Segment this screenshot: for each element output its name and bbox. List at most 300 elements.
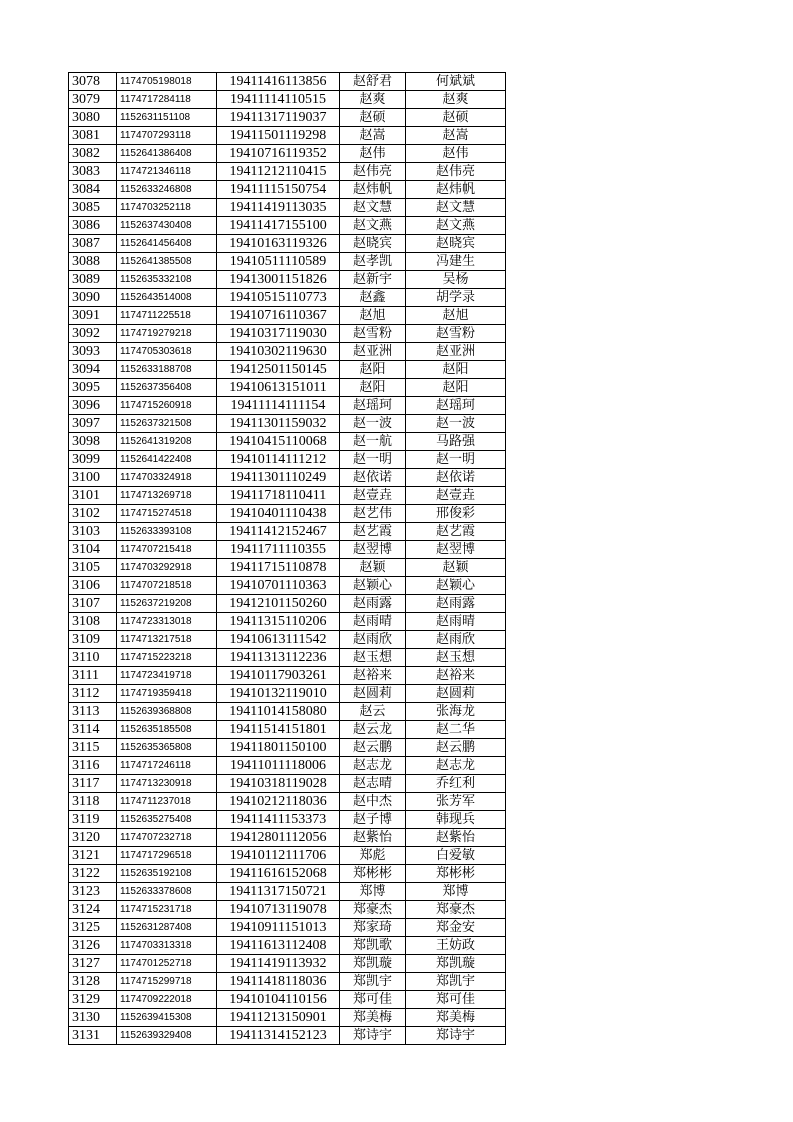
second-name-cell: 赵文慧 [406,199,506,217]
row-number-cell: 3093 [69,343,117,361]
second-name-cell: 赵雨露 [406,595,506,613]
name-cell: 郑彬彬 [340,865,406,883]
code-a-cell: 1174709222018 [117,991,217,1009]
name-cell: 赵艺霞 [340,523,406,541]
code-b-cell: 19410318119028 [217,775,340,793]
name-cell: 赵雨晴 [340,613,406,631]
table-row [69,1027,506,1045]
code-a-cell: 1152633393108 [117,523,217,541]
code-a-cell: 1174723419718 [117,667,217,685]
table-row [69,343,506,361]
row-number-cell: 3115 [69,739,117,757]
name-cell: 赵孝凯 [340,253,406,271]
code-b-cell: 19411317119037 [217,109,340,127]
code-b-cell: 19410713119078 [217,901,340,919]
table-row [69,199,506,217]
code-a-cell: 1174717246118 [117,757,217,775]
second-name-cell: 赵雪粉 [406,325,506,343]
second-name-cell: 赵晓宾 [406,235,506,253]
row-number-cell: 3116 [69,757,117,775]
second-name-cell: 赵颖心 [406,577,506,595]
name-cell: 赵圆莉 [340,685,406,703]
table-row [69,109,506,127]
table-row [69,217,506,235]
name-cell: 赵新宇 [340,271,406,289]
name-cell: 郑可佳 [340,991,406,1009]
code-a-cell: 1152633188708 [117,361,217,379]
name-cell: 赵伟 [340,145,406,163]
code-b-cell: 19411613112408 [217,937,340,955]
second-name-cell: 赵颖 [406,559,506,577]
code-a-cell: 1152631287408 [117,919,217,937]
row-number-cell: 3092 [69,325,117,343]
table-row [69,523,506,541]
name-cell: 赵艺伟 [340,505,406,523]
name-cell: 赵翌博 [340,541,406,559]
row-number-cell: 3125 [69,919,117,937]
second-name-cell: 赵瑶珂 [406,397,506,415]
table-row [69,595,506,613]
second-name-cell: 赵嵩 [406,127,506,145]
row-number-cell: 3108 [69,613,117,631]
name-cell: 赵炜帆 [340,181,406,199]
code-a-cell: 1174705198018 [117,73,217,91]
code-a-cell: 1174713230918 [117,775,217,793]
code-a-cell: 1174723313018 [117,613,217,631]
second-name-cell: 赵旭 [406,307,506,325]
code-b-cell: 19410511110589 [217,253,340,271]
second-name-cell: 赵阳 [406,361,506,379]
row-number-cell: 3088 [69,253,117,271]
row-number-cell: 3124 [69,901,117,919]
second-name-cell: 赵一波 [406,415,506,433]
name-cell: 郑家琦 [340,919,406,937]
code-a-cell: 1174715274518 [117,505,217,523]
code-a-cell: 1174721346118 [117,163,217,181]
row-number-cell: 3103 [69,523,117,541]
row-number-cell: 3122 [69,865,117,883]
table-row [69,973,506,991]
second-name-cell: 郑彬彬 [406,865,506,883]
second-name-cell: 赵壹垚 [406,487,506,505]
name-cell: 赵鑫 [340,289,406,307]
name-cell: 赵亚洲 [340,343,406,361]
code-b-cell: 19411501119298 [217,127,340,145]
second-name-cell: 赵亚洲 [406,343,506,361]
second-name-cell: 郑博 [406,883,506,901]
second-name-cell: 郑凯宇 [406,973,506,991]
code-b-cell: 19411212110415 [217,163,340,181]
table-row [69,991,506,1009]
table-row [69,271,506,289]
name-cell: 郑凯歌 [340,937,406,955]
table-row [69,415,506,433]
second-name-cell: 乔红利 [406,775,506,793]
second-name-cell: 赵炜帆 [406,181,506,199]
row-number-cell: 3098 [69,433,117,451]
table-row [69,235,506,253]
second-name-cell: 赵二华 [406,721,506,739]
code-b-cell: 19410302119630 [217,343,340,361]
code-a-cell: 1174703292918 [117,559,217,577]
code-b-cell: 19411011118006 [217,757,340,775]
code-b-cell: 19411801150100 [217,739,340,757]
code-a-cell: 1174707215418 [117,541,217,559]
code-b-cell: 19410613111542 [217,631,340,649]
code-a-cell: 1174719359418 [117,685,217,703]
name-cell: 郑美梅 [340,1009,406,1027]
name-cell: 郑豪杰 [340,901,406,919]
code-b-cell: 19410701110363 [217,577,340,595]
code-b-cell: 19410716110367 [217,307,340,325]
name-cell: 赵一航 [340,433,406,451]
second-name-cell: 郑凯璇 [406,955,506,973]
second-name-cell: 赵紫怡 [406,829,506,847]
code-a-cell: 1174715231718 [117,901,217,919]
code-b-cell: 19411115150754 [217,181,340,199]
code-b-cell: 19410212118036 [217,793,340,811]
row-number-cell: 3111 [69,667,117,685]
second-name-cell: 赵一明 [406,451,506,469]
name-cell: 赵嵩 [340,127,406,145]
row-number-cell: 3101 [69,487,117,505]
second-name-cell: 张海龙 [406,703,506,721]
name-cell: 赵旭 [340,307,406,325]
table-row [69,73,506,91]
table-row [69,577,506,595]
code-a-cell: 1174715223218 [117,649,217,667]
code-a-cell: 1174703313318 [117,937,217,955]
code-b-cell: 19410415110068 [217,433,340,451]
table-row [69,181,506,199]
row-number-cell: 3120 [69,829,117,847]
row-number-cell: 3082 [69,145,117,163]
code-a-cell: 1174717296518 [117,847,217,865]
name-cell: 赵阳 [340,379,406,397]
code-b-cell: 19412501150145 [217,361,340,379]
code-a-cell: 1174711225518 [117,307,217,325]
code-a-cell: 1152637219208 [117,595,217,613]
table-row [69,865,506,883]
code-b-cell: 19410163119326 [217,235,340,253]
table-row [69,541,506,559]
second-name-cell: 韩现兵 [406,811,506,829]
code-a-cell: 1152635365808 [117,739,217,757]
table-row [69,667,506,685]
row-number-cell: 3105 [69,559,117,577]
code-a-cell: 1152637321508 [117,415,217,433]
second-name-cell: 赵依诺 [406,469,506,487]
second-name-cell: 赵艺霞 [406,523,506,541]
second-name-cell: 赵文燕 [406,217,506,235]
table-row [69,685,506,703]
code-a-cell: 1174715260918 [117,397,217,415]
row-number-cell: 3078 [69,73,117,91]
table-row [69,649,506,667]
name-cell: 赵晓宾 [340,235,406,253]
code-b-cell: 19410112111706 [217,847,340,865]
name-cell: 赵雪粉 [340,325,406,343]
code-b-cell: 19411301110249 [217,469,340,487]
second-name-cell: 白爱敏 [406,847,506,865]
code-a-cell: 1152639329408 [117,1027,217,1045]
code-a-cell: 1152635332108 [117,271,217,289]
row-number-cell: 3117 [69,775,117,793]
code-b-cell: 19411317150721 [217,883,340,901]
code-a-cell: 1152641456408 [117,235,217,253]
table-row [69,847,506,865]
code-b-cell: 19411315110206 [217,613,340,631]
name-cell: 赵志龙 [340,757,406,775]
code-b-cell: 19410132119010 [217,685,340,703]
code-b-cell: 19411114110515 [217,91,340,109]
name-cell: 赵子博 [340,811,406,829]
second-name-cell: 邢俊彩 [406,505,506,523]
code-a-cell: 1152637356408 [117,379,217,397]
code-a-cell: 1152633378608 [117,883,217,901]
name-cell: 郑凯璇 [340,955,406,973]
code-b-cell: 19412101150260 [217,595,340,613]
row-number-cell: 3113 [69,703,117,721]
code-b-cell: 19410401110438 [217,505,340,523]
table-row [69,163,506,181]
code-b-cell: 19410104110156 [217,991,340,1009]
table-row [69,901,506,919]
name-cell: 赵云 [340,703,406,721]
table-row [69,397,506,415]
name-cell: 赵紫怡 [340,829,406,847]
code-a-cell: 1174719279218 [117,325,217,343]
row-number-cell: 3091 [69,307,117,325]
table-row [69,433,506,451]
name-cell: 郑彪 [340,847,406,865]
row-number-cell: 3080 [69,109,117,127]
second-name-cell: 郑金安 [406,919,506,937]
table-row [69,793,506,811]
second-name-cell: 张芳军 [406,793,506,811]
row-number-cell: 3102 [69,505,117,523]
table-row [69,1009,506,1027]
name-cell: 郑诗宇 [340,1027,406,1045]
code-a-cell: 1174713269718 [117,487,217,505]
name-cell: 赵雨欣 [340,631,406,649]
table-row [69,91,506,109]
second-name-cell: 吴杨 [406,271,506,289]
name-cell: 赵瑶珂 [340,397,406,415]
second-name-cell: 赵硕 [406,109,506,127]
table-row [69,469,506,487]
second-name-cell: 冯建生 [406,253,506,271]
row-number-cell: 3123 [69,883,117,901]
row-number-cell: 3118 [69,793,117,811]
second-name-cell: 郑美梅 [406,1009,506,1027]
name-cell: 赵爽 [340,91,406,109]
second-name-cell: 赵爽 [406,91,506,109]
code-b-cell: 19411411153373 [217,811,340,829]
row-number-cell: 3119 [69,811,117,829]
code-a-cell: 1174717284118 [117,91,217,109]
row-number-cell: 3126 [69,937,117,955]
name-cell: 赵文慧 [340,199,406,217]
code-a-cell: 1152641422408 [117,451,217,469]
code-a-cell: 1152641385508 [117,253,217,271]
code-a-cell: 1152635275408 [117,811,217,829]
table-row [69,829,506,847]
row-number-cell: 3086 [69,217,117,235]
table-row [69,703,506,721]
table-row [69,955,506,973]
name-cell: 赵志晴 [340,775,406,793]
row-number-cell: 3128 [69,973,117,991]
row-number-cell: 3100 [69,469,117,487]
name-cell: 郑博 [340,883,406,901]
code-b-cell: 19411416113856 [217,73,340,91]
table-body [69,73,506,1045]
second-name-cell: 郑豪杰 [406,901,506,919]
code-b-cell: 19410613151011 [217,379,340,397]
row-number-cell: 3109 [69,631,117,649]
code-b-cell: 19410911151013 [217,919,340,937]
name-cell: 赵颖 [340,559,406,577]
table-row [69,487,506,505]
code-b-cell: 19411417155100 [217,217,340,235]
second-name-cell: 赵阳 [406,379,506,397]
row-number-cell: 3095 [69,379,117,397]
name-cell: 赵云鹏 [340,739,406,757]
code-b-cell: 19411715110878 [217,559,340,577]
code-b-cell: 19412801112056 [217,829,340,847]
row-number-cell: 3079 [69,91,117,109]
code-a-cell: 1174705303618 [117,343,217,361]
code-b-cell: 19411419113035 [217,199,340,217]
table-row [69,559,506,577]
row-number-cell: 3127 [69,955,117,973]
table-row [69,631,506,649]
table-row [69,505,506,523]
code-b-cell: 19410515110773 [217,289,340,307]
code-a-cell: 1174703324918 [117,469,217,487]
second-name-cell: 赵伟 [406,145,506,163]
table-row [69,757,506,775]
name-cell: 赵壹垚 [340,487,406,505]
second-name-cell: 赵圆莉 [406,685,506,703]
row-number-cell: 3112 [69,685,117,703]
code-a-cell: 1152633246808 [117,181,217,199]
name-cell: 赵阳 [340,361,406,379]
table-row [69,937,506,955]
second-name-cell: 赵玉想 [406,649,506,667]
name-cell: 赵颖心 [340,577,406,595]
row-number-cell: 3094 [69,361,117,379]
code-a-cell: 1152639368808 [117,703,217,721]
table-row [69,307,506,325]
code-a-cell: 1152635192108 [117,865,217,883]
code-a-cell: 1174701252718 [117,955,217,973]
row-number-cell: 3084 [69,181,117,199]
code-b-cell: 19411418118036 [217,973,340,991]
second-name-cell: 何斌斌 [406,73,506,91]
table-row [69,883,506,901]
data-table [68,72,506,1045]
second-name-cell: 赵翌博 [406,541,506,559]
row-number-cell: 3110 [69,649,117,667]
table-row [69,775,506,793]
row-number-cell: 3107 [69,595,117,613]
table-row [69,451,506,469]
code-b-cell: 19411412152467 [217,523,340,541]
row-number-cell: 3130 [69,1009,117,1027]
code-a-cell: 1174713217518 [117,631,217,649]
table-row [69,145,506,163]
code-b-cell: 19410114111212 [217,451,340,469]
code-b-cell: 19410716119352 [217,145,340,163]
second-name-cell: 王妨政 [406,937,506,955]
row-number-cell: 3081 [69,127,117,145]
code-a-cell: 1174715299718 [117,973,217,991]
row-number-cell: 3087 [69,235,117,253]
code-b-cell: 19411711110355 [217,541,340,559]
row-number-cell: 3129 [69,991,117,1009]
row-number-cell: 3104 [69,541,117,559]
table-row [69,325,506,343]
code-a-cell: 1152643514008 [117,289,217,307]
second-name-cell: 马路强 [406,433,506,451]
code-b-cell: 19413001151826 [217,271,340,289]
second-name-cell: 胡学录 [406,289,506,307]
table-row [69,613,506,631]
name-cell: 赵依诺 [340,469,406,487]
name-cell: 赵文燕 [340,217,406,235]
row-number-cell: 3114 [69,721,117,739]
row-number-cell: 3085 [69,199,117,217]
table-row [69,811,506,829]
code-b-cell: 19411718110411 [217,487,340,505]
table-row [69,253,506,271]
second-name-cell: 赵裕来 [406,667,506,685]
second-name-cell: 赵云鹏 [406,739,506,757]
code-a-cell: 1152635185508 [117,721,217,739]
row-number-cell: 3131 [69,1027,117,1045]
code-b-cell: 19411301159032 [217,415,340,433]
code-b-cell: 19411419113932 [217,955,340,973]
code-b-cell: 19411213150901 [217,1009,340,1027]
name-cell: 赵伟亮 [340,163,406,181]
table-row [69,919,506,937]
name-cell: 赵舒君 [340,73,406,91]
name-cell: 赵一波 [340,415,406,433]
row-number-cell: 3090 [69,289,117,307]
code-b-cell: 19411114111154 [217,397,340,415]
code-b-cell: 19410117903261 [217,667,340,685]
second-name-cell: 赵雨晴 [406,613,506,631]
name-cell: 赵裕来 [340,667,406,685]
code-a-cell: 1152641386408 [117,145,217,163]
row-number-cell: 3099 [69,451,117,469]
code-a-cell: 1152631151108 [117,109,217,127]
row-number-cell: 3121 [69,847,117,865]
code-b-cell: 19411616152068 [217,865,340,883]
second-name-cell: 郑诗宇 [406,1027,506,1045]
code-a-cell: 1152639415308 [117,1009,217,1027]
code-b-cell: 19411314152123 [217,1027,340,1045]
second-name-cell: 郑可佳 [406,991,506,1009]
table-row [69,289,506,307]
table-row [69,127,506,145]
name-cell: 赵一明 [340,451,406,469]
row-number-cell: 3096 [69,397,117,415]
row-number-cell: 3083 [69,163,117,181]
code-b-cell: 19411514151801 [217,721,340,739]
